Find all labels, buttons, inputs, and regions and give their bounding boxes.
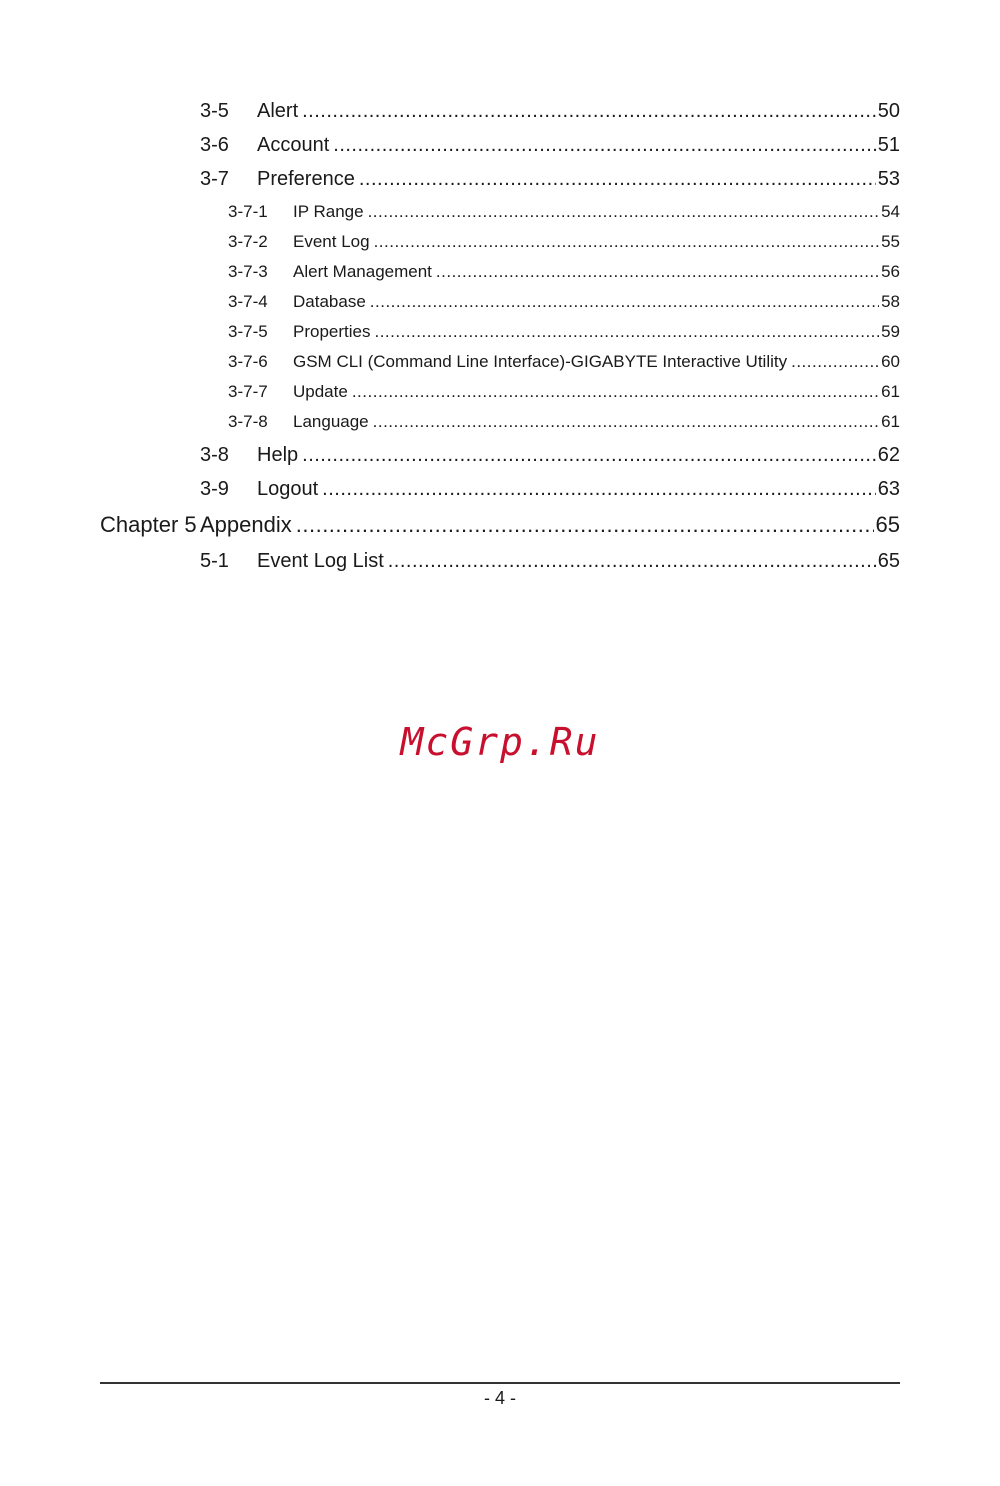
toc-page: 51	[877, 134, 900, 156]
toc-number: 3-7-2	[228, 232, 268, 251]
toc-number: 3-7-8	[228, 412, 268, 431]
toc-title: Account	[257, 134, 330, 156]
toc-entry-chapter-5[interactable]	[100, 512, 900, 538]
toc-entry-3-7-2[interactable]	[228, 232, 900, 252]
toc-title: Language	[293, 412, 369, 431]
toc-title: GSM CLI (Command Line Interface)-GIGABYTE Interactive Utility	[293, 352, 788, 371]
page-number: - 4 -	[483, 1388, 516, 1408]
dot-leader	[374, 232, 880, 252]
toc-number: 3-9	[200, 478, 229, 500]
toc-number: 3-5	[200, 100, 229, 122]
toc-title: Update	[293, 382, 348, 401]
toc-page: 62	[877, 444, 900, 466]
toc-page: 65	[877, 550, 900, 572]
toc-page: 61	[881, 412, 900, 431]
toc-entry-3-9[interactable]	[200, 478, 900, 501]
toc-number: 3-7	[200, 168, 229, 190]
toc-number: 3-7-5	[228, 322, 268, 341]
watermark: McGrp.Ru	[400, 720, 600, 764]
toc-page: 59	[881, 322, 900, 341]
toc-title: Alert	[257, 100, 299, 122]
toc-number: 3-7-4	[228, 292, 268, 311]
toc-entry-3-6[interactable]	[200, 134, 900, 157]
toc-entry-3-8[interactable]	[200, 444, 900, 467]
toc-entry-3-5[interactable]	[200, 100, 900, 123]
toc-entry-3-7-5[interactable]	[228, 322, 900, 342]
toc-number: 3-7-6	[228, 352, 268, 371]
toc-title: Preference	[257, 168, 355, 190]
dot-leader	[373, 412, 879, 432]
toc-page: 53	[877, 168, 900, 190]
toc-title: Event Log List	[257, 550, 384, 572]
dot-leader	[370, 292, 879, 312]
toc-title: Appendix	[200, 512, 292, 537]
dot-leader	[302, 100, 876, 123]
toc-number: 3-7-3	[228, 262, 268, 281]
dot-leader	[302, 444, 876, 467]
dot-leader	[359, 168, 876, 191]
toc-page: 65	[875, 512, 900, 537]
dot-leader	[374, 322, 879, 342]
dot-leader	[388, 550, 876, 573]
dot-leader	[791, 352, 879, 372]
toc-page: 50	[877, 100, 900, 122]
dot-leader	[322, 478, 876, 501]
toc-number: 3-7-7	[228, 382, 268, 401]
toc-title: IP Range	[293, 202, 364, 221]
toc-title: Event Log	[293, 232, 370, 251]
dot-leader	[436, 262, 879, 282]
toc-entry-3-7-6[interactable]	[228, 352, 900, 372]
toc-number: Chapter 5	[100, 512, 197, 537]
toc-number: 3-8	[200, 444, 229, 466]
toc-title: Alert Management	[293, 262, 432, 281]
toc-entry-3-7-1[interactable]	[228, 202, 900, 222]
dot-leader	[333, 134, 875, 157]
dot-leader	[296, 512, 874, 538]
toc-entry-3-7-7[interactable]	[228, 382, 900, 402]
toc-entry-3-7-4[interactable]	[228, 292, 900, 312]
toc-title: Logout	[257, 478, 319, 500]
toc-entry-3-7-8[interactable]	[228, 412, 900, 432]
footer-divider	[100, 1382, 900, 1384]
dot-leader	[368, 202, 880, 222]
toc-page: 61	[881, 382, 900, 401]
toc-page: 63	[877, 478, 900, 500]
toc-page: 54	[881, 202, 900, 221]
toc-title: Database	[293, 292, 366, 311]
dot-leader	[352, 382, 879, 402]
toc-page: 56	[881, 262, 900, 281]
toc-number: 3-7-1	[228, 202, 268, 221]
toc-entry-5-1[interactable]	[200, 550, 900, 573]
toc-page: 58	[881, 292, 900, 311]
toc-page: 60	[881, 352, 900, 371]
toc-number: 3-6	[200, 134, 229, 156]
toc-entry-3-7[interactable]	[200, 168, 900, 191]
toc-number: 5-1	[200, 550, 229, 572]
toc-entry-3-7-3[interactable]	[228, 262, 900, 282]
toc-title: Help	[257, 444, 299, 466]
toc-page: 55	[881, 232, 900, 251]
toc-title: Properties	[293, 322, 371, 341]
